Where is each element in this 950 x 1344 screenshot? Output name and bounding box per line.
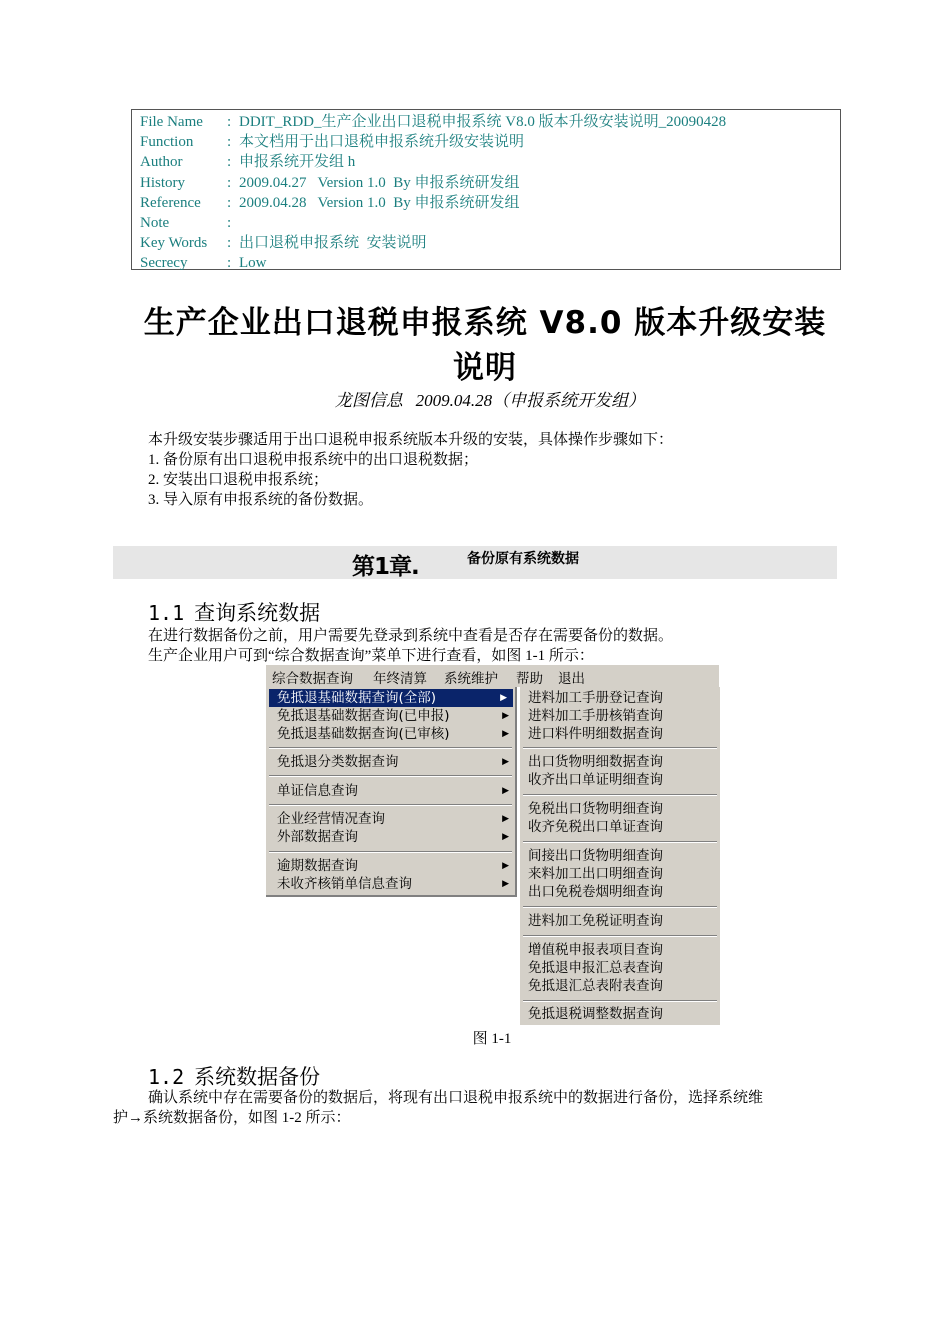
- menu-bar-item-year-end[interactable]: 年终清算: [373, 671, 427, 687]
- intro-line: 本升级安装步骤适用于出口退税申报系统版本升级的安装，具体操作步骤如下：: [148, 432, 674, 448]
- submenu-arrow-icon: ▶: [502, 861, 509, 871]
- meta-key: Reference: [140, 194, 201, 211]
- submenu-item[interactable]: 免抵退申报汇总表查询: [528, 960, 663, 976]
- menu-separator: [523, 747, 717, 749]
- figure-caption: 图 1-1: [472, 1031, 512, 1047]
- section-number: 1.1: [148, 601, 185, 625]
- submenu-item[interactable]: 进口料件明细数据查询: [528, 726, 663, 742]
- section-paragraph: [113, 1088, 763, 1128]
- menu-bar-item-comprehensive-query[interactable]: 综合数据查询: [272, 671, 353, 687]
- submenu-item[interactable]: 进料加工手册核销查询: [528, 708, 663, 724]
- submenu-item[interactable]: 进料加工免税证明查询: [528, 913, 663, 929]
- submenu-item[interactable]: 间接出口货物明细查询: [528, 848, 663, 864]
- submenu-item[interactable]: 免税出口货物明细查询: [528, 801, 663, 817]
- menu-item-overdue-data[interactable]: 逾期数据查询 ▶: [277, 858, 509, 874]
- menu-item-basic-audited[interactable]: 免抵退基础数据查询(已审核) ▶: [277, 726, 509, 742]
- meta-row-note: Note :: [140, 213, 840, 233]
- menu-item-external-data[interactable]: 外部数据查询 ▶: [277, 829, 509, 845]
- meta-value: Low: [239, 255, 267, 272]
- meta-key: History: [140, 174, 185, 191]
- meta-value: 申报系统开发组 h: [239, 154, 356, 171]
- menu-bar: [266, 665, 719, 687]
- menu-item-basic-declared[interactable]: 免抵退基础数据查询(已申报) ▶: [277, 708, 509, 724]
- intro-step: 2. 安装出口退税申报系统；: [148, 472, 329, 488]
- menu-item-operation-status[interactable]: 企业经营情况查询 ▶: [277, 811, 509, 827]
- submenu: [519, 687, 720, 1025]
- meta-value: 本文档用于出口退税申报系统升级安装说明: [239, 134, 525, 151]
- submenu-item[interactable]: 免抵退税调整数据查询: [528, 1006, 663, 1022]
- paragraph-line: 生产企业用户可到“综合数据查询”菜单下进行查看，如图 1-1 所示：: [148, 648, 594, 664]
- meta-row-key-words: Key Words : 出口退税申报系统 安装说明: [140, 233, 840, 253]
- document-meta-box: [131, 109, 841, 270]
- menu-item-unreceived-verification[interactable]: 未收齐核销单信息查询 ▶: [277, 876, 509, 892]
- submenu-arrow-icon: ▶: [502, 832, 509, 842]
- submenu-item[interactable]: 免抵退汇总表附表查询: [528, 978, 663, 994]
- meta-row-file-name: File Name : DDIT_RDD_生产企业出口退税申报系统 V8.0 版本升级安装说明_20090428: [140, 112, 840, 132]
- meta-key: Author: [140, 154, 183, 171]
- menu-item-category-query[interactable]: 免抵退分类数据查询 ▶: [277, 754, 509, 770]
- document-subtitle: 龙图信息 2009.04.28（申报系统开发组）: [334, 391, 646, 410]
- menu-item-basic-all[interactable]: 免抵退基础数据查询(全部) ▶: [269, 689, 513, 707]
- submenu-item[interactable]: 收齐免税出口单证查询: [528, 819, 663, 835]
- meta-key: File Name: [140, 114, 203, 130]
- meta-value: DDIT_RDD_生产企业出口退税申报系统 V8.0 版本升级安装说明_20090428: [239, 114, 727, 130]
- submenu-item[interactable]: 增值税申报表项目查询: [528, 942, 663, 958]
- submenu-arrow-icon: ▶: [502, 879, 509, 889]
- menu-separator: [523, 794, 717, 796]
- submenu-item[interactable]: 收齐出口单证明细查询: [528, 772, 663, 788]
- chapter-title: 备份原有系统数据: [467, 551, 579, 567]
- dropdown-menu: [266, 687, 517, 897]
- menu-bar-item-help[interactable]: 帮助: [516, 671, 543, 687]
- meta-row-reference: Reference : 2009.04.28 Version 1.0 By 申报系统研发组: [140, 193, 840, 213]
- menu-separator: [269, 804, 512, 806]
- section-title: 系统数据备份: [194, 1065, 321, 1089]
- menu-separator: [523, 841, 717, 843]
- submenu-arrow-icon: ▶: [502, 786, 509, 796]
- intro-step: 3. 导入原有申报系统的备份数据。: [148, 492, 374, 508]
- title-line-2: 说明: [453, 350, 517, 386]
- menu-separator: [269, 775, 512, 777]
- menu-separator: [523, 906, 717, 908]
- submenu-arrow-icon: ▶: [500, 693, 507, 703]
- intro-step: 1. 备份原有出口退税申报系统中的出口退税数据；: [148, 452, 479, 468]
- document-title: [100, 303, 870, 388]
- paragraph-line: 护→系统数据备份，如图 1-2 所示：: [113, 1110, 351, 1126]
- menu-item-voucher-info[interactable]: 单证信息查询 ▶: [277, 783, 509, 799]
- meta-row-author: Author : 申报系统开发组 h: [140, 152, 840, 172]
- menu-separator: [523, 935, 717, 937]
- submenu-item[interactable]: 进料加工手册登记查询: [528, 690, 663, 706]
- meta-value: 出口退税申报系统 安装说明: [239, 235, 427, 252]
- submenu-arrow-icon: ▶: [502, 729, 509, 739]
- section-heading: [148, 1061, 320, 1091]
- title-line-1: 生产企业出口退税申报系统 V8.0 版本升级安装: [143, 305, 827, 341]
- menu-bar-item-system-maintenance[interactable]: 系统维护: [444, 671, 498, 687]
- submenu-item[interactable]: 出口免税卷烟明细查询: [528, 884, 663, 900]
- meta-key: Secrecy: [140, 255, 188, 272]
- section-number: 1.2: [148, 1065, 185, 1089]
- meta-value: 2009.04.27 Version 1.0 By 申报系统研发组: [239, 174, 520, 191]
- section-paragraph: [148, 626, 673, 666]
- intro-paragraph: [148, 430, 673, 510]
- meta-row-secrecy: Secrecy : Low: [140, 253, 840, 273]
- submenu-arrow-icon: ▶: [502, 757, 509, 767]
- meta-row-function: Function : 本文档用于出口退税申报系统升级安装说明: [140, 132, 840, 152]
- paragraph-line: 在进行数据备份之前，用户需要先登录到系统中查看是否存在需要备份的数据。: [148, 628, 674, 644]
- section-heading: [148, 597, 320, 627]
- paragraph-line: 确认系统中存在需要备份的数据后，将现有出口退税申报系统中的数据进行备份，选择系统维: [148, 1090, 764, 1106]
- meta-key: Note: [140, 214, 170, 231]
- menu-separator: [269, 851, 512, 853]
- meta-key: Key Words: [140, 235, 208, 252]
- submenu-item[interactable]: 出口货物明细数据查询: [528, 754, 663, 770]
- section-title: 查询系统数据: [194, 601, 321, 625]
- meta-key: Function: [140, 134, 194, 151]
- submenu-arrow-icon: ▶: [502, 711, 509, 721]
- chapter-number: 第1章.: [352, 554, 419, 580]
- menu-bar-item-exit[interactable]: 退出: [558, 671, 585, 687]
- submenu-arrow-icon: ▶: [502, 814, 509, 824]
- menu-separator: [269, 747, 512, 749]
- meta-value: 2009.04.28 Version 1.0 By 申报系统研发组: [239, 194, 520, 211]
- meta-row-history: History : 2009.04.27 Version 1.0 By 申报系统研发组: [140, 173, 840, 193]
- submenu-item[interactable]: 来料加工出口明细查询: [528, 866, 663, 882]
- menu-separator: [523, 1000, 717, 1002]
